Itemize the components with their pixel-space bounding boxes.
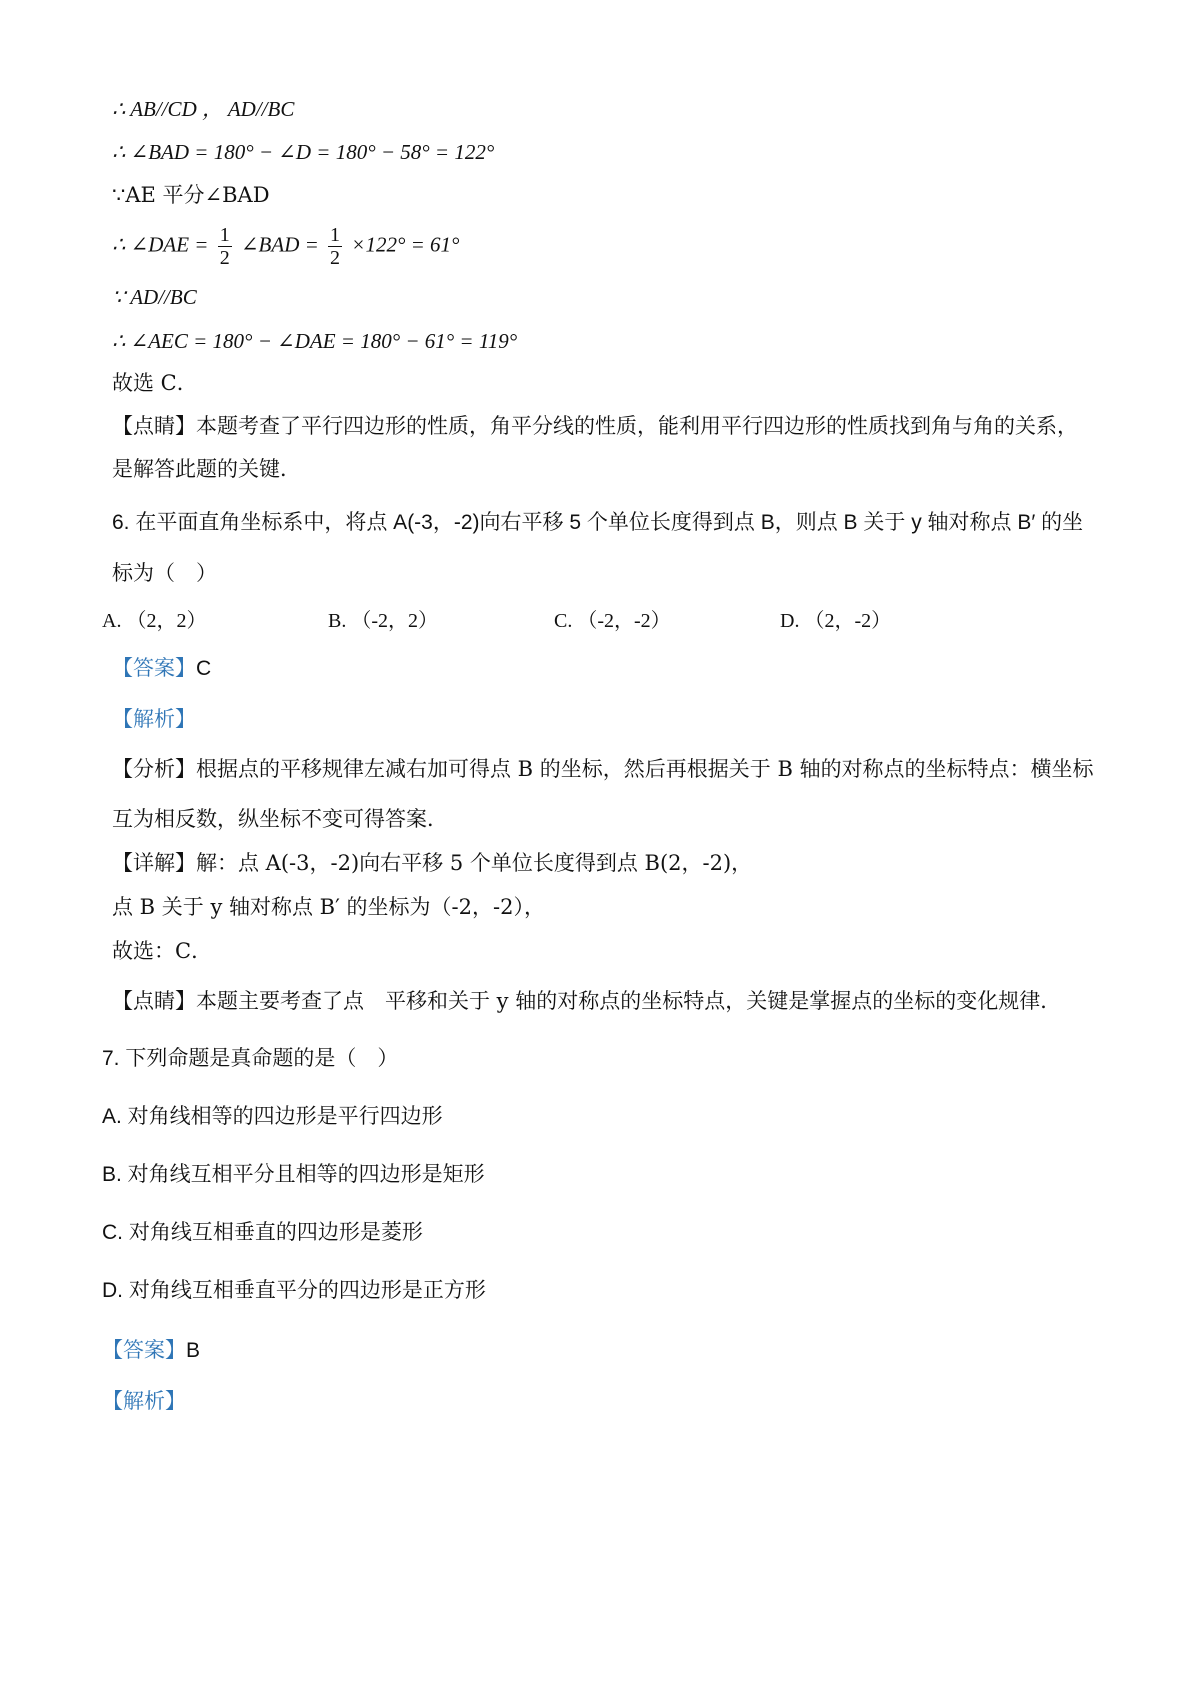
- fraction-denominator: 2: [219, 247, 230, 269]
- q6-xiangjie-line-3: 故选：C．: [112, 939, 213, 963]
- q7-option-b: B. 对角线互相平分且相等的四边形是矩形: [102, 1163, 485, 1186]
- solution-line-angle-bad: ∴ ∠BAD = 180° − ∠D = 180° − 58° = 122°: [112, 140, 495, 164]
- answer-label: 【答案】: [102, 1338, 186, 1362]
- q6-stem-line-1: 6. 在平面直角坐标系中，将点 A(-3，-2)向右平移 5 个单位长度得到点 B，则点 B 关于 y 轴对称点 B′ 的坐: [112, 511, 1084, 534]
- q6-fenxi-line-1: 【分析】根据点的平移规律左减右加可得点 B 的坐标，然后再根据关于 B 轴的对称点的坐标特点：横坐标: [112, 757, 1094, 781]
- solution-line-ad-parallel-bc: ∵ AD//BC: [112, 285, 197, 309]
- q6-stem-line-2: 标为（ ）: [112, 561, 217, 585]
- dae-prefix: ∴ ∠DAE =: [112, 232, 209, 257]
- solution-choice: 故选 C．: [112, 371, 198, 395]
- q6-answer: [112, 655, 211, 682]
- q6-option-a: A. （2，2）: [102, 610, 207, 632]
- comment-line-2: 是解答此题的关键．: [112, 457, 301, 481]
- fraction-one-half-a: [218, 224, 232, 269]
- answer-label: 【答案】: [112, 656, 196, 680]
- q7-stem: 7. 下列命题是真命题的是（ ）: [102, 1047, 399, 1070]
- answer-value: C: [196, 657, 212, 680]
- solution-line-angle-dae: [112, 224, 459, 269]
- q6-fenxi-line-2: 互为相反数，纵坐标不变可得答案．: [112, 807, 448, 831]
- answer-value: B: [186, 1339, 201, 1362]
- q6-xiangjie-line-1: 【详解】解：点 A(-3，-2)向右平移 5 个单位长度得到点 B(2，-2)，: [112, 851, 753, 875]
- q7-answer: [102, 1337, 200, 1364]
- solution-line-bisector: ∵AE 平分∠BAD: [112, 183, 270, 207]
- fraction-denominator: 2: [330, 247, 341, 269]
- q6-option-b: B. （-2，2）: [328, 610, 438, 632]
- fraction-one-half-b: [328, 224, 342, 269]
- q7-option-a: A. 对角线相等的四边形是平行四边形: [102, 1105, 443, 1128]
- q6-xiangjie-line-2: 点 B 关于 y 轴对称点 B′ 的坐标为（-2，-2），: [112, 895, 545, 919]
- dae-mid: ∠BAD =: [240, 232, 319, 257]
- q6-option-c: C. （-2，-2）: [554, 610, 671, 632]
- fraction-numerator: 1: [330, 224, 341, 246]
- q6-option-d: D. （2，-2）: [780, 610, 892, 632]
- comment-line-1: 【点睛】本题考查了平行四边形的性质，角平分线的性质，能利用平行四边形的性质找到角与角的关系，: [112, 414, 1078, 438]
- q7-option-d: D. 对角线互相垂直平分的四边形是正方形: [102, 1279, 486, 1302]
- solution-line-parallel: ∴ AB//CD ， AD//BC: [112, 97, 295, 121]
- solution-line-angle-aec: ∴ ∠AEC = 180° − ∠DAE = 180° − 61° = 119°: [112, 329, 518, 353]
- q6-comment: 【点睛】本题主要考查了点 平移和关于 y 轴的对称点的坐标特点，关键是掌握点的坐标的变化规律．: [112, 989, 1062, 1013]
- q7-option-c: C. 对角线互相垂直的四边形是菱形: [102, 1221, 423, 1244]
- q6-analysis-label: 【解析】: [112, 707, 196, 731]
- dae-suffix: ×122° = 61°: [351, 232, 460, 257]
- q7-analysis-label: 【解析】: [102, 1389, 186, 1413]
- fraction-numerator: 1: [219, 224, 230, 246]
